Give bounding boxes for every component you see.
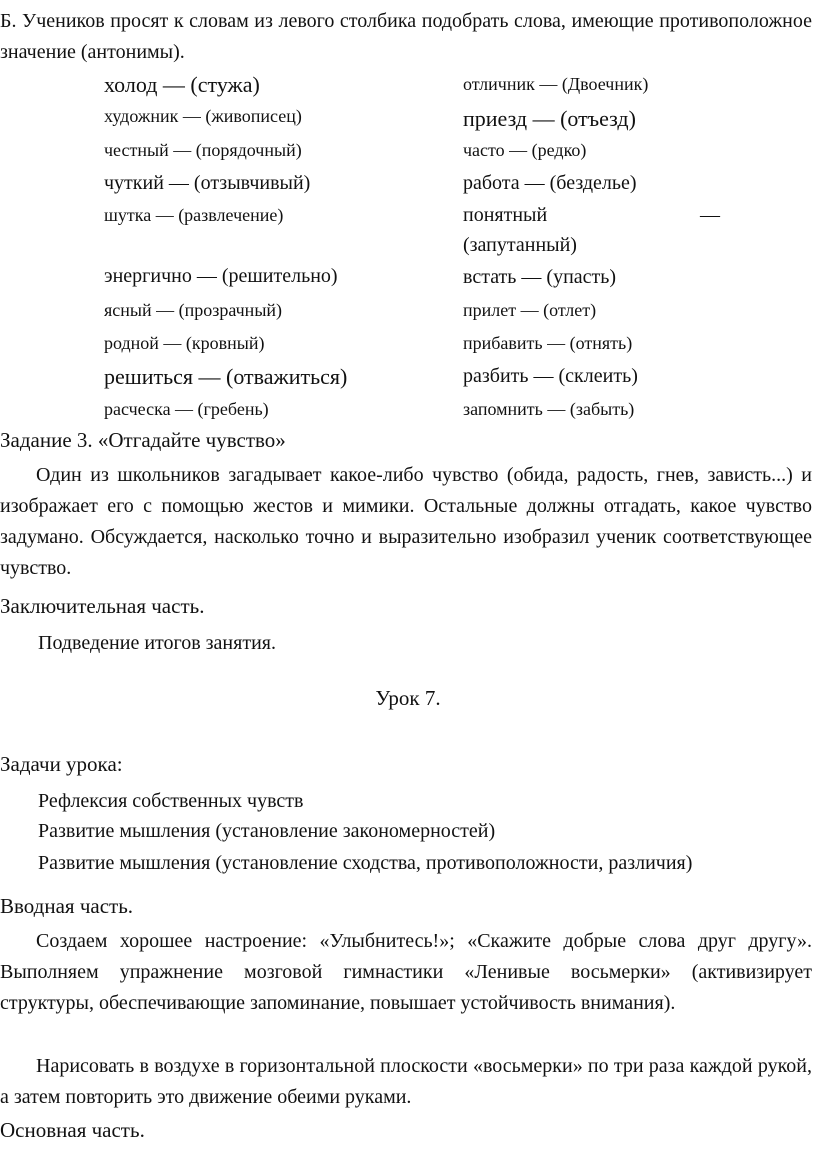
intro-part-para-2: Нарисовать в воздухе в горизонтальной плоскости «восьмерки» по три раза каждой рукой, а затем повторить это движение обеими руками. [0,1055,812,1108]
right-pair-7: прилет — (отлет) [463,300,597,320]
left-pair-8: родной — (кровный) [104,333,265,353]
task3-heading: Задание 3. «Отгадайте чувство» [0,428,286,452]
intro-part-heading: Вводная часть. [0,894,134,918]
left-pair-5: шутка — (развлечение) [104,205,284,225]
main-part-heading: Основная часть. [0,1118,145,1142]
intro-text: Б. Учеников просят к словам из левого столбика подобрать слова, имеющие противоположное значение (антонимы). [0,10,812,63]
right-pair-10: запомнить — (забыть) [463,399,635,419]
intro-part-para-1: Создаем хорошее настроение: «Улыбнитесь!»; «Скажите добрые слова друг другу». Выполняем упражнение мозговой гимнастики «Ленивые восьмерки» (активизирует структуры, обеспечивающие запоминание, повышает устойчивость внимания). [0,930,812,1014]
lesson-tasks-heading: Задачи урока: [0,752,123,776]
right-pair-1: отличник — (Двоечник) [463,74,649,94]
final-part-text: Подведение итогов занятия. [38,632,276,654]
right-pair-3: часто — (редко) [463,140,587,160]
left-pair-10: расческа — (гребень) [104,399,269,419]
left-pair-3: честный — (порядочный) [104,140,302,160]
left-pair-7: ясный — (прозрачный) [104,300,283,320]
right-pair-5-dash: — [700,204,720,226]
left-pair-2: художник — (живописец) [104,106,302,126]
right-pair-4: работа — (безделье) [463,172,637,194]
right-pair-2: приезд — (отъезд) [463,106,636,131]
task3-text: Один из школьников загадывает какое-либо чувство (обида, радость, гнев, зависть...) и изображает его с помощью жестов и мимики. Остальные должны отгадать, какое чувство задумано. Обсуждается, насколько точно и выразительно изобразил ученик соответствующее чувство. [0,464,812,579]
right-pair-5-antonym: (запутанный) [463,234,577,256]
lesson-title: Урок 7. [375,686,441,710]
left-pair-6: энергично — (решительно) [104,265,338,287]
left-pair-9: решиться — (отважиться) [104,364,348,389]
left-pair-4: чуткий — (отзывчивый) [104,172,311,194]
lesson-task-1: Рефлексия собственных чувств [38,790,304,812]
left-pair-1: холод — (стужа) [104,72,260,97]
lesson-task-3: Развитие мышления (установление сходства, противоположности, различия) [38,852,693,874]
right-pair-9: разбить — (склеить) [463,365,638,387]
final-part-heading: Заключительная часть. [0,594,205,618]
right-pair-8: прибавить — (отнять) [463,333,633,353]
lesson-task-2: Развитие мышления (установление закономерностей) [38,820,496,842]
right-pair-5-word: понятный [463,204,548,226]
right-pair-6: встать — (упасть) [463,266,617,288]
